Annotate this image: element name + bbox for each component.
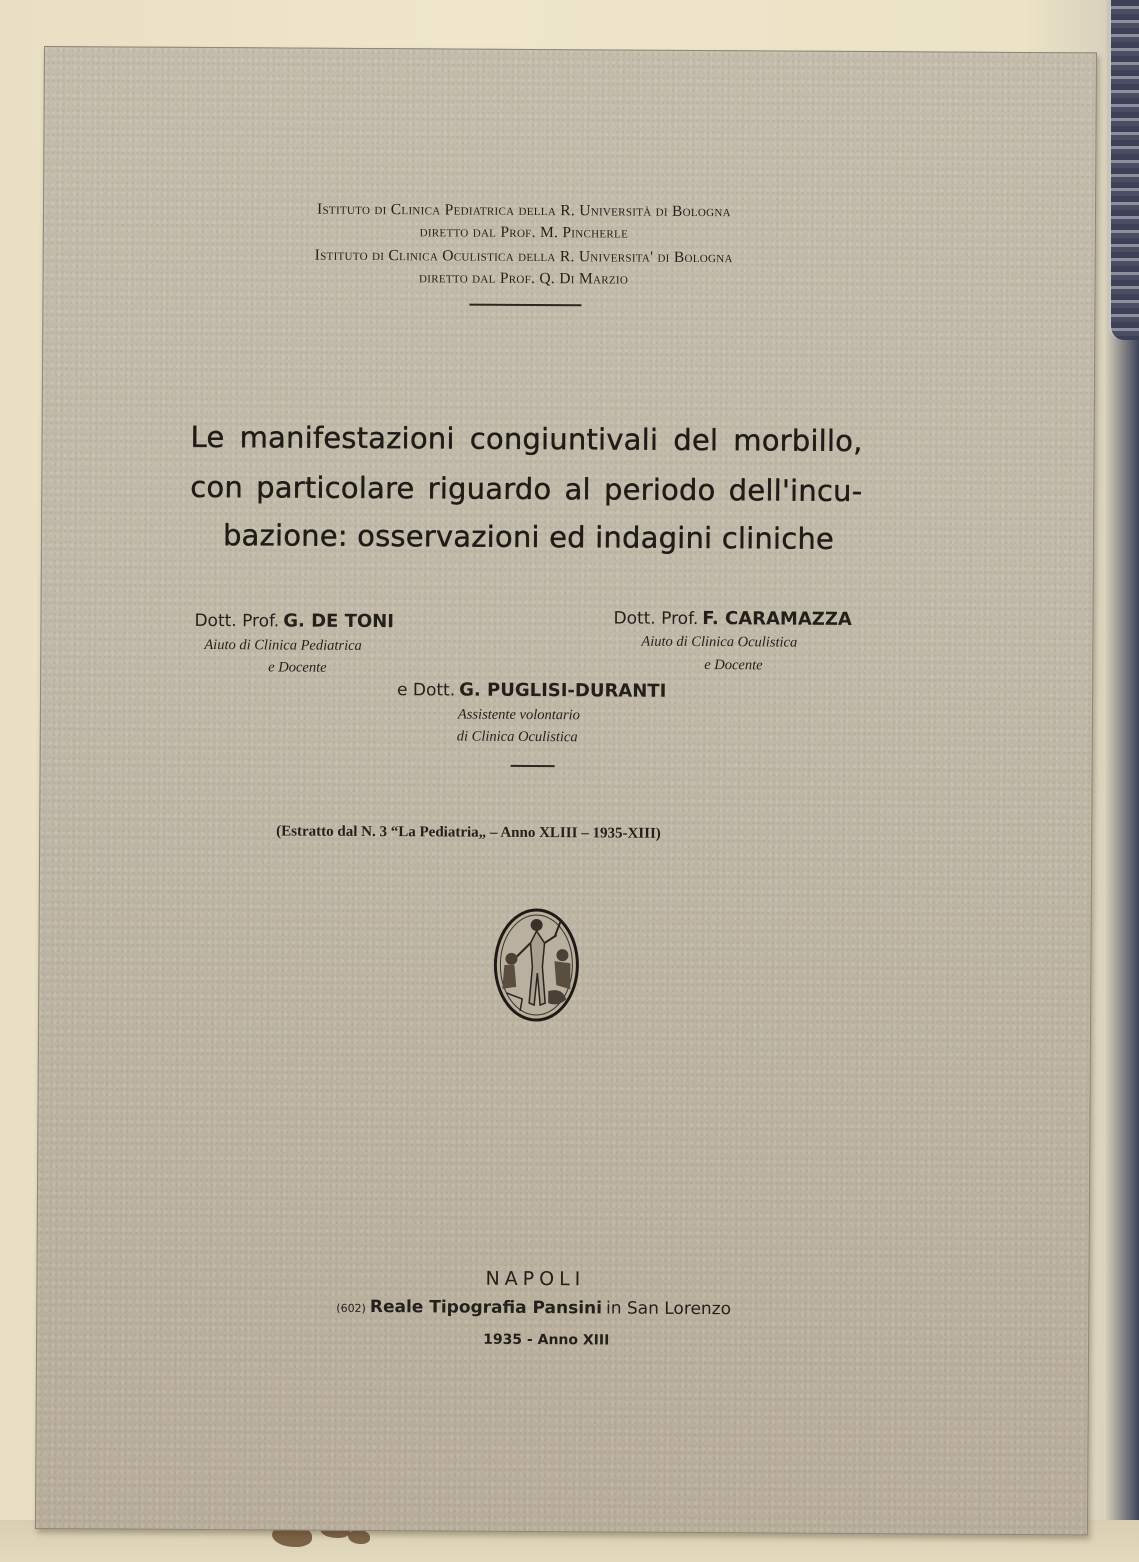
imprint-city: NAPOLI (485, 1267, 586, 1291)
author-1-prefix: Dott. Prof. (194, 610, 280, 632)
author-1-desc-1: Aiuto di Clinica Pediatrica (204, 636, 362, 654)
title-line-1: Le manifestazioni congiuntivali del morbillo, (190, 419, 863, 459)
author-1-desc-2: e Docente (268, 659, 327, 676)
title-line-2: con particolare riguardo al periodo dell'incu- (190, 469, 863, 509)
institution-1-director (44, 221, 1004, 245)
extract-note: (Estratto dal N. 3 “La Pediatria„ – Anno XLIII – 1935-XIII) (276, 823, 661, 842)
author-1 (194, 610, 394, 632)
author-2-desc-1: Aiuto di Clinica Oculistica (641, 633, 798, 651)
header-divider (469, 304, 581, 307)
authors-divider (511, 765, 555, 767)
author-3-desc-2: di Clinica Oculistica (456, 728, 578, 746)
fabric-edge (1109, 0, 1139, 340)
imprint-printer (336, 1297, 731, 1319)
author-1-name: G. DE TONI (283, 610, 395, 633)
imprint-printer-name: Reale Tipografia Pansini (369, 1297, 603, 1319)
author-2-desc-2: e Docente (704, 657, 763, 674)
printer-mark-oval-figure-icon (492, 907, 581, 1024)
institution-1-director-text: diretto dal Prof. M. Pincherle (419, 223, 629, 242)
title-line-3: bazione: osservazioni ed indagini cliniche (222, 518, 835, 556)
author-3 (397, 679, 666, 702)
imprint-printer-location: in San Lorenzo (605, 1298, 732, 1320)
author-3-prefix: e Dott. (397, 680, 456, 701)
institution-1-name: Istituto di Clinica Pediatrica della R. Università di Bologna (317, 200, 731, 221)
institution-2-director (44, 267, 1004, 291)
author-2-prefix: Dott. Prof. (613, 608, 699, 630)
institution-2-director-text: diretto dal Prof. Q. Di Marzio (419, 269, 629, 288)
author-3-desc-1: Assistente volontario (457, 706, 581, 724)
booklet-cover (35, 46, 1097, 1535)
author-3-name: G. PUGLISI-DURANTI (459, 679, 667, 702)
author-2 (613, 607, 851, 629)
printer-mark-icon (492, 907, 581, 1024)
stain-mark (348, 1530, 370, 1544)
imprint-date: 1935 - Anno XIII (483, 1331, 610, 1349)
author-2-name: F. CARAMAZZA (702, 608, 852, 630)
imprint-code: (602) (336, 1301, 366, 1315)
institution-2-name: Istituto di Clinica Oculistica della R. Universita' di Bologna (314, 246, 733, 267)
